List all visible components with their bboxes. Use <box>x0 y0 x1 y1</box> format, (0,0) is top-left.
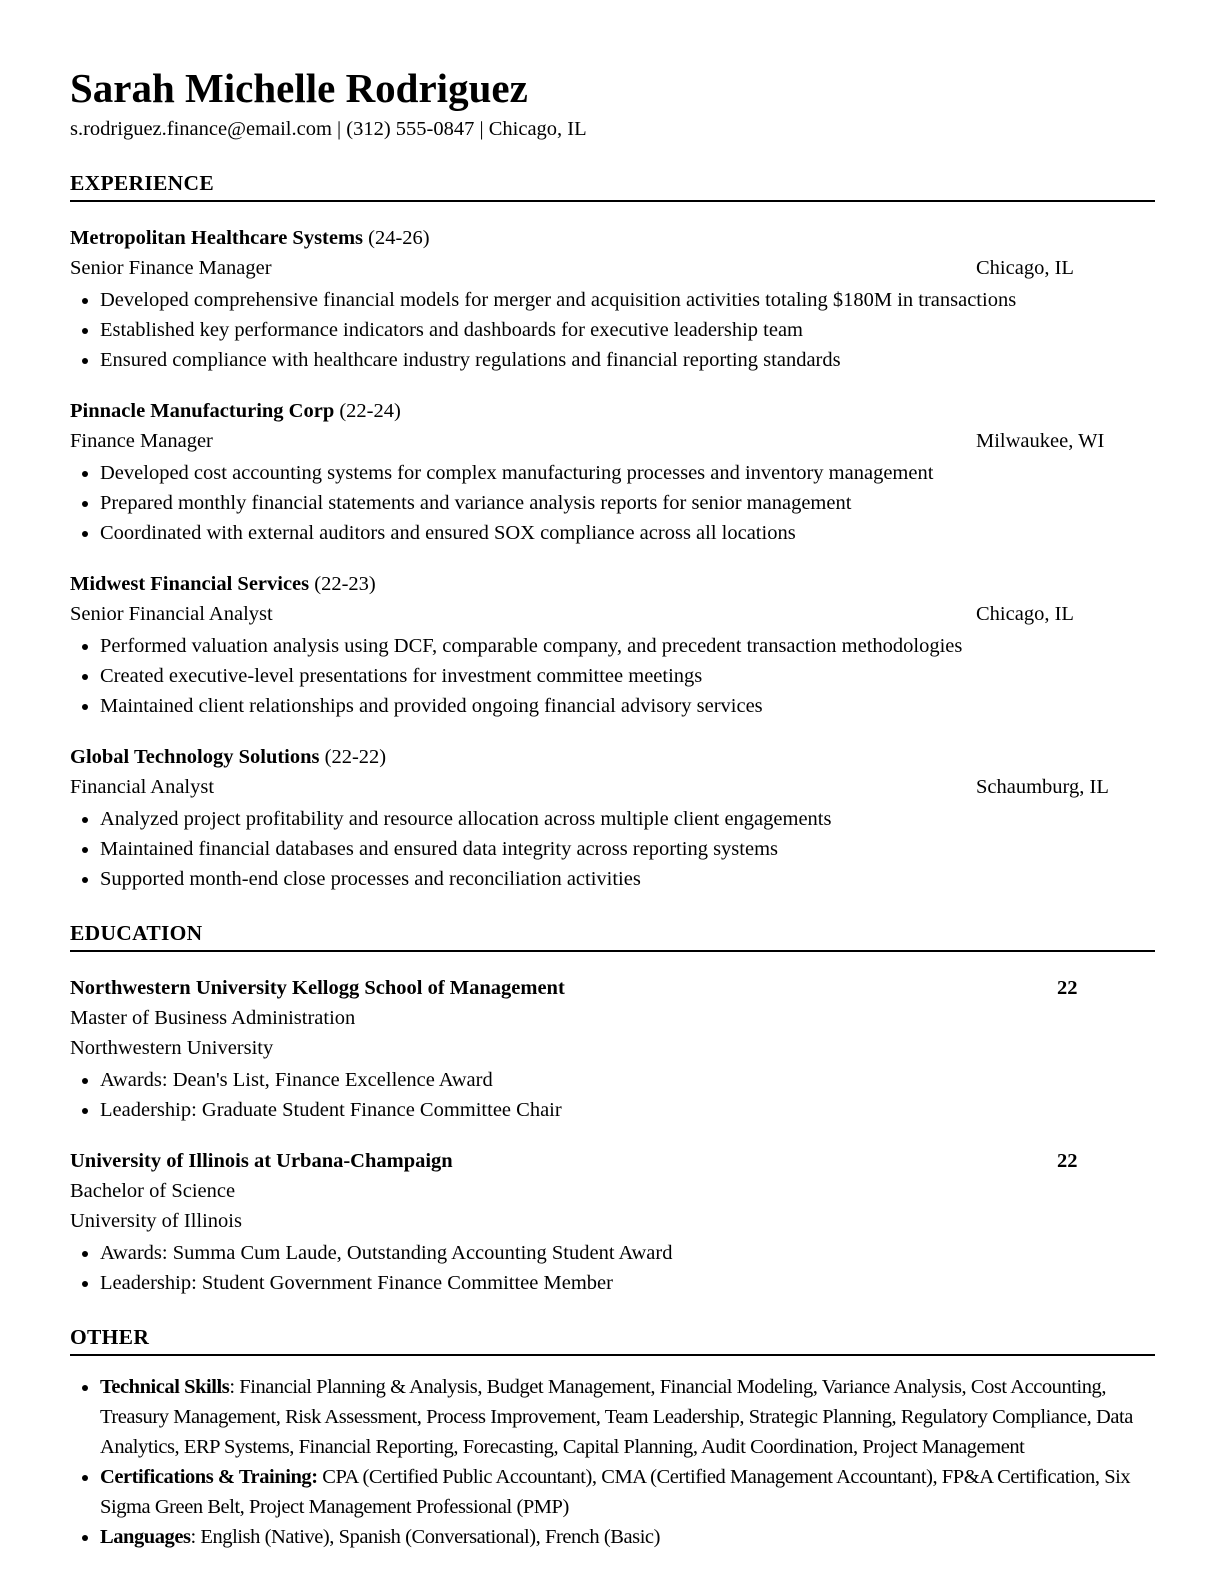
bullet-item: • Maintained client relationships and provided ongoing financial advisory services <box>100 691 1155 721</box>
bullet-item: • Prepared monthly financial statements and variance analysis reports for senior management <box>100 488 1155 518</box>
job-dates: (22-24) <box>339 400 401 422</box>
school-name: Northwestern University Kellogg School of Management <box>70 977 565 999</box>
other-item-languages <box>100 1522 1155 1552</box>
job-role: Finance Manager <box>70 430 213 452</box>
bullet-item: • Ensured compliance with healthcare industry regulations and financial reporting standards <box>100 345 1155 375</box>
resume-header <box>70 64 1155 144</box>
job-bullet-list <box>70 804 1155 894</box>
job-dates: (22-23) <box>314 573 376 595</box>
bullet-item: • Developed comprehensive financial models for merger and acquisition activities totaling $180M in transactions <box>100 285 1155 315</box>
bullet-item: • Awards: Dean's List, Finance Excellence Award <box>100 1065 1155 1095</box>
job-header <box>70 396 1155 426</box>
company-name: Global Technology Solutions <box>70 746 320 768</box>
company-name: Pinnacle Manufacturing Corp <box>70 400 335 422</box>
bullet-item: • Established key performance indicators and dashboards for executive leadership team <box>100 315 1155 345</box>
job-location: Chicago, IL <box>976 257 1074 279</box>
job-entry <box>70 396 1155 548</box>
school-name: University of Illinois at Urbana-Champaign <box>70 1150 453 1172</box>
institution: University of Illinois <box>70 1210 242 1232</box>
contact-line: s.rodriguez.finance@email.com | (312) 555-0847 | Chicago, IL <box>70 118 587 140</box>
job-entry <box>70 742 1155 894</box>
school-entry <box>70 973 1155 1125</box>
school-bullet-list <box>70 1238 1155 1298</box>
job-subheader <box>70 426 1155 456</box>
job-entry <box>70 569 1155 721</box>
skill-category-label: Certifications & Training: <box>100 1466 318 1488</box>
job-role: Senior Finance Manager <box>70 257 272 279</box>
section-heading-other: OTHER <box>70 1325 1155 1356</box>
other-item-technical-skills <box>100 1372 1155 1462</box>
bullet-item: • Maintained financial databases and ensured data integrity across reporting systems <box>100 834 1155 864</box>
school-header <box>70 1146 1155 1176</box>
company-name: Metropolitan Healthcare Systems <box>70 227 364 249</box>
school-header <box>70 973 1155 1003</box>
degree: Master of Business Administration <box>70 1007 356 1029</box>
job-bullet-list <box>70 285 1155 375</box>
bullet-item: • Leadership: Graduate Student Finance Committee Chair <box>100 1095 1155 1125</box>
job-dates: (22-22) <box>324 746 387 768</box>
skill-category-label: Languages <box>100 1526 191 1548</box>
other-list <box>70 1372 1155 1552</box>
job-entry <box>70 223 1155 375</box>
job-location: Milwaukee, WI <box>976 430 1105 452</box>
other-item-certifications <box>100 1462 1155 1522</box>
job-header <box>70 223 1155 253</box>
bullet-item: • Coordinated with external auditors and ensured SOX compliance across all locations <box>100 518 1155 548</box>
job-dates: (24-26) <box>368 227 430 249</box>
section-heading-education: EDUCATION <box>70 921 1155 952</box>
school-entry <box>70 1146 1155 1298</box>
job-role: Senior Financial Analyst <box>70 603 273 625</box>
skill-category-text: : Financial Planning & Analysis, Budget Management, Financial Modeling, Variance Analysis, Cost Accounting, Treasury Management, Risk Assessment, Process Improvement, Team Leadership, Strategic Planning, Regulatory Compliance, Data Analytics, ERP Systems, Financial Reporting, Forecasting, Capital Planning, Audit Coordination, Project Management <box>100 1376 1133 1458</box>
section-heading-experience: EXPERIENCE <box>70 171 1155 202</box>
skill-category-text: : English (Native), Spanish (Conversational), French (Basic) <box>190 1526 660 1548</box>
school-bullet-list <box>70 1065 1155 1125</box>
skill-category-label: Technical Skills <box>100 1376 230 1398</box>
company-name: Midwest Financial Services <box>70 573 310 595</box>
bullet-item: • Created executive-level presentations for investment committee meetings <box>100 661 1155 691</box>
job-subheader <box>70 253 1155 283</box>
grad-year: 22 <box>1057 1150 1078 1172</box>
bullet-item: • Leadership: Student Government Finance Committee Member <box>100 1268 1155 1298</box>
bullet-item: • Developed cost accounting systems for complex manufacturing processes and inventory management <box>100 458 1155 488</box>
grad-year: 22 <box>1057 977 1078 999</box>
bullet-item: • Awards: Summa Cum Laude, Outstanding Accounting Student Award <box>100 1238 1155 1268</box>
job-bullet-list <box>70 631 1155 721</box>
job-subheader <box>70 772 1155 802</box>
bullet-item: • Analyzed project profitability and resource allocation across multiple client engagements <box>100 804 1155 834</box>
bullet-item: • Performed valuation analysis using DCF, comparable company, and precedent transaction methodologies <box>100 631 1155 661</box>
job-bullet-list <box>70 458 1155 548</box>
bullet-item: • Supported month-end close processes and reconciliation activities <box>100 864 1155 894</box>
job-location: Chicago, IL <box>976 603 1074 625</box>
job-subheader <box>70 599 1155 629</box>
job-header <box>70 742 1155 772</box>
job-location: Schaumburg, IL <box>976 776 1109 798</box>
job-role: Financial Analyst <box>70 776 215 798</box>
institution: Northwestern University <box>70 1037 274 1059</box>
degree: Bachelor of Science <box>70 1180 236 1202</box>
page-title: Sarah Michelle Rodriguez <box>70 65 528 111</box>
job-header <box>70 569 1155 599</box>
skill-category-text: CPA (Certified Public Accountant), CMA (Certified Management Accountant), FP&A Certification, Six Sigma Green Belt, Project Management Professional (PMP) <box>100 1466 1131 1518</box>
